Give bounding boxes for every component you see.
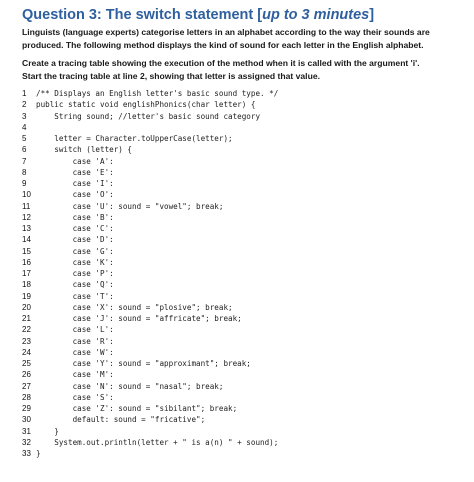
code-line xyxy=(22,246,466,257)
code-text: case 'J': sound = "affricate"; break; xyxy=(36,314,242,323)
code-text: case 'A': xyxy=(36,156,114,166)
code-line xyxy=(22,403,466,414)
code-line xyxy=(22,448,466,459)
line-number: 2 xyxy=(22,100,27,110)
code-text: case 'D': xyxy=(36,235,114,245)
code-line xyxy=(22,88,466,99)
code-text: case 'I': xyxy=(36,179,114,188)
code-text: case 'R': xyxy=(36,336,114,346)
line-number: 28 xyxy=(22,392,31,402)
line-number: 22 xyxy=(22,325,31,335)
code-text: case 'L': xyxy=(36,325,114,335)
code-line xyxy=(22,313,466,324)
code-line xyxy=(22,178,466,189)
line-number: 20 xyxy=(22,302,31,312)
code-line xyxy=(22,144,466,155)
line-number: 6 xyxy=(22,145,27,155)
line-number: 19 xyxy=(22,291,31,301)
line-number: 12 xyxy=(22,212,31,222)
code-line xyxy=(22,133,466,144)
line-number: 7 xyxy=(22,156,27,166)
task-line: Create a tracing table showing the execution of the method when it is called with the argument 'i'. xyxy=(22,58,420,68)
code-text: String sound; //letter's basic sound category xyxy=(36,111,261,121)
code-text: public static void englishPhonics(char letter) { xyxy=(36,100,256,110)
code-text: case 'X': sound = "plosive"; break; xyxy=(36,302,233,312)
code-text: case 'N': sound = "nasal"; break; xyxy=(36,381,224,391)
code-text: case 'U': sound = "vowel"; break; xyxy=(36,201,224,211)
code-line xyxy=(22,201,466,212)
line-number: 1 xyxy=(22,89,27,98)
code-line xyxy=(22,156,466,167)
line-number: 8 xyxy=(22,167,27,177)
line-number: 26 xyxy=(22,370,31,380)
code-text: case 'W': xyxy=(36,347,114,357)
question-title-suffix: ] xyxy=(369,7,375,23)
line-number: 9 xyxy=(22,179,27,188)
code-line xyxy=(22,268,466,279)
task-line: Start the tracing table at line 2, showing that letter is assigned that value. xyxy=(22,70,320,81)
code-line xyxy=(22,437,466,448)
line-number: 5 xyxy=(22,134,27,143)
question-time-limit: up to 3 minutes xyxy=(262,7,370,23)
code-line xyxy=(22,324,466,335)
code-text: switch (letter) { xyxy=(36,145,133,155)
code-text: case 'E': xyxy=(36,167,114,177)
code-text: default: sound = "fricative"; xyxy=(36,415,206,425)
code-text: case 'S': xyxy=(36,392,114,402)
code-line xyxy=(22,302,466,313)
code-text: System.out.println(letter + " is a(n) " + sound); xyxy=(36,437,279,447)
line-number: 25 xyxy=(22,359,31,368)
code-text: case 'Y': sound = "approximant"; break; xyxy=(36,359,251,368)
code-text: case 'C': xyxy=(36,224,114,233)
code-text: case 'Z': sound = "sibilant"; break; xyxy=(36,404,238,413)
code-text: case 'P': xyxy=(36,269,114,278)
line-number: 15 xyxy=(22,246,31,256)
code-line xyxy=(22,111,466,122)
line-number: 32 xyxy=(22,437,31,447)
code-text: /** Displays an English letter's basic sound type. */ xyxy=(36,89,279,98)
code-line xyxy=(22,189,466,200)
line-number: 33 xyxy=(22,449,31,458)
code-line xyxy=(22,358,466,369)
code-line xyxy=(22,122,466,133)
code-text: case 'Q': xyxy=(36,280,114,290)
code-line xyxy=(22,223,466,234)
code-line xyxy=(22,234,466,245)
line-number: 27 xyxy=(22,381,31,391)
code-line xyxy=(22,369,466,380)
code-line xyxy=(22,392,466,403)
line-number: 23 xyxy=(22,336,31,346)
code-line xyxy=(22,167,466,178)
code-line xyxy=(22,347,466,358)
code-line xyxy=(22,212,466,223)
line-number: 13 xyxy=(22,224,31,233)
code-text: case 'B': xyxy=(36,212,114,222)
code-text: } xyxy=(36,449,41,458)
question-title-prefix: Question 3: The switch statement [ xyxy=(22,7,263,23)
code-line xyxy=(22,414,466,425)
code-line xyxy=(22,279,466,290)
line-number: 4 xyxy=(22,122,27,132)
code-listing xyxy=(22,88,466,459)
intro-line: Linguists (language experts) categorise letters in an alphabet according to the way their sounds are xyxy=(22,27,430,37)
line-number: 11 xyxy=(22,201,31,211)
code-text: } xyxy=(36,426,59,436)
code-text: case 'G': xyxy=(36,246,114,256)
code-text: case 'K': xyxy=(36,257,114,267)
line-number: 14 xyxy=(22,235,31,245)
line-number: 30 xyxy=(22,415,31,425)
question-title xyxy=(22,6,466,24)
task-paragraph xyxy=(22,57,466,82)
code-line xyxy=(22,257,466,268)
code-line xyxy=(22,336,466,347)
code-text: case 'M': xyxy=(36,370,114,380)
intro-line: produced. The following method displays the kind of sound for each letter in the English alphabet. xyxy=(22,39,424,50)
code-line xyxy=(22,426,466,437)
line-number: 21 xyxy=(22,314,31,323)
line-number: 18 xyxy=(22,280,31,290)
code-line xyxy=(22,381,466,392)
line-number: 29 xyxy=(22,404,31,413)
line-number: 10 xyxy=(22,190,31,200)
code-text: case 'O': xyxy=(36,190,114,200)
line-number: 17 xyxy=(22,269,31,278)
line-number: 24 xyxy=(22,347,31,357)
code-text: case 'T': xyxy=(36,291,114,301)
line-number: 31 xyxy=(22,426,31,436)
code-text: letter = Character.toUpperCase(letter); xyxy=(36,134,233,143)
line-number: 3 xyxy=(22,111,27,121)
line-number: 16 xyxy=(22,257,31,267)
code-line xyxy=(22,99,466,110)
code-line xyxy=(22,291,466,302)
intro-paragraph xyxy=(22,26,466,51)
